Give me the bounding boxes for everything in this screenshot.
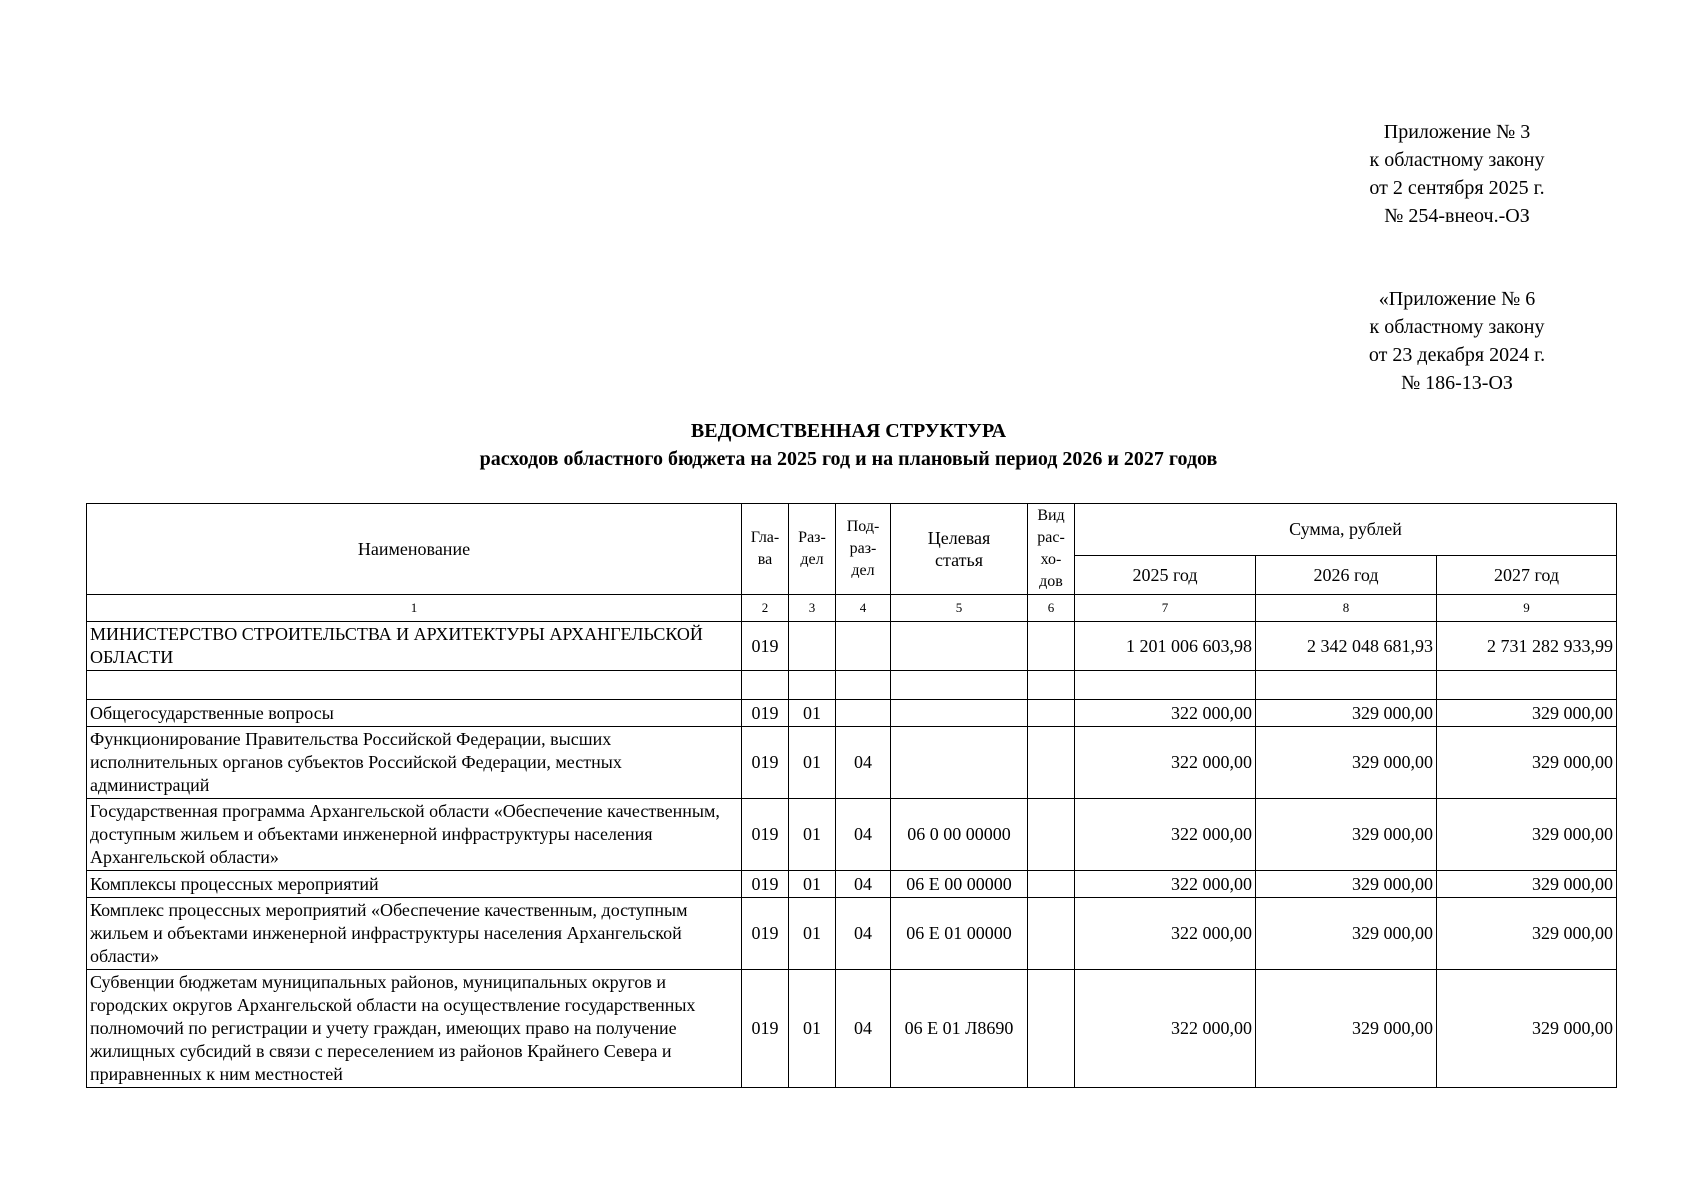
column-number: 2 [742,595,789,622]
row-vid [1028,727,1075,799]
row-celevaya: 06 Е 01 00000 [891,898,1028,970]
row-sum-2027: 329 000,00 [1437,799,1617,871]
row-celevaya: 06 Е 01 Л8690 [891,970,1028,1088]
appendix-law-ref: к областному закону [1369,316,1545,338]
row-sum-2026: 329 000,00 [1256,727,1437,799]
row-podrazdel [836,622,891,671]
row-glava: 019 [742,727,789,799]
row-razdel: 01 [789,700,836,727]
row-sum-2025: 322 000,00 [1075,898,1256,970]
column-number: 1 [87,595,742,622]
row-razdel: 01 [789,727,836,799]
budget-table [86,503,1617,1088]
row-sum-2026: 329 000,00 [1256,700,1437,727]
column-number: 5 [891,595,1028,622]
column-number: 3 [789,595,836,622]
table-row [87,898,1617,970]
header-podrazdel: Под- раз- дел [836,504,891,595]
row-name: МИНИСТЕРСТВО СТРОИТЕЛЬСТВА И АРХИТЕКТУРЫ АРХАНГЕЛЬСКОЙ ОБЛАСТИ [87,622,742,671]
header-2025: 2025 год [1075,555,1256,594]
row-sum-2027: 329 000,00 [1437,898,1617,970]
table-row [87,799,1617,871]
row-name: Государственная программа Архангельской области «Обеспечение качественным, доступным жильем и объектами инженерной инфраструктуры населения Архангельской области» [87,799,742,871]
row-podrazdel: 04 [836,799,891,871]
row-glava: 019 [742,622,789,671]
table-row [87,727,1617,799]
row-sum-2026: 2 342 048 681,93 [1256,622,1437,671]
row-celevaya [891,700,1028,727]
row-vid [1028,799,1075,871]
appendix-date: от 2 сентября 2025 г. [1369,177,1545,199]
appendix-number: «Приложение № 6 [1378,288,1536,310]
column-numbers-row [87,595,1617,622]
appendix-law-number: № 254-внеоч.-ОЗ [1384,205,1530,227]
header-vid: Вид рас- хо- дов [1028,504,1075,595]
row-sum-2025: 1 201 006 603,98 [1075,622,1256,671]
row-sum-2027 [1437,671,1617,700]
table-row [87,622,1617,671]
row-vid [1028,671,1075,700]
row-name: Субвенции бюджетам муниципальных районов, муниципальных округов и городских округов Архангельской области на осуществление государственных полномочий по регистрации и учету граждан, имеющих право на получение жилищных субсидий в связи с переселением из районов Крайнего Севера и приравненных к ним местностей [87,970,742,1088]
row-glava: 019 [742,871,789,898]
row-vid [1028,898,1075,970]
column-number: 6 [1028,595,1075,622]
table-row [87,871,1617,898]
row-sum-2027: 329 000,00 [1437,970,1617,1088]
column-number: 9 [1437,595,1617,622]
table-row [87,970,1617,1088]
header-name: Наименование [87,504,742,595]
row-name [87,671,742,700]
row-podrazdel [836,700,891,727]
row-sum-2027: 329 000,00 [1437,727,1617,799]
row-sum-2025: 322 000,00 [1075,727,1256,799]
row-celevaya [891,671,1028,700]
row-glava: 019 [742,898,789,970]
document-title [0,417,1697,473]
column-number: 8 [1256,595,1437,622]
row-name: Комплекс процессных мероприятий «Обеспечение качественным, доступным жильем и объектами инженерной инфраструктуры населения Архангельской области» [87,898,742,970]
row-glava: 019 [742,970,789,1088]
appendix-amended-reference [1327,285,1587,397]
row-sum-2025: 322 000,00 [1075,970,1256,1088]
row-sum-2026: 329 000,00 [1256,898,1437,970]
header-2026: 2026 год [1256,555,1437,594]
row-razdel: 01 [789,871,836,898]
row-celevaya [891,727,1028,799]
row-celevaya: 06 0 00 00000 [891,799,1028,871]
appendix-law-ref: к областному закону [1369,149,1545,171]
row-razdel: 01 [789,898,836,970]
row-podrazdel: 04 [836,727,891,799]
appendix-law-number: № 186-13-ОЗ [1401,372,1513,394]
row-vid [1028,970,1075,1088]
table-row [87,671,1617,700]
row-razdel [789,622,836,671]
row-name: Функционирование Правительства Российской Федерации, высших исполнительных органов субъектов Российской Федерации, местных администраций [87,727,742,799]
row-glava: 019 [742,799,789,871]
row-celevaya: 06 Е 00 00000 [891,871,1028,898]
column-number: 4 [836,595,891,622]
title-subtitle: расходов областного бюджета на 2025 год и на плановый период 2026 и 2027 годов [479,448,1218,470]
row-podrazdel [836,671,891,700]
row-razdel: 01 [789,970,836,1088]
row-sum-2025: 322 000,00 [1075,871,1256,898]
header-razdel: Раз- дел [789,504,836,595]
row-celevaya [891,622,1028,671]
header-2027: 2027 год [1437,555,1617,594]
row-glava [742,671,789,700]
row-name: Комплексы процессных мероприятий [87,871,742,898]
row-razdel: 01 [789,799,836,871]
row-glava: 019 [742,700,789,727]
header-summa: Сумма, рублей [1075,504,1617,556]
row-sum-2026: 329 000,00 [1256,871,1437,898]
row-vid [1028,622,1075,671]
row-sum-2025: 322 000,00 [1075,799,1256,871]
row-sum-2026 [1256,671,1437,700]
row-sum-2025 [1075,671,1256,700]
row-sum-2026: 329 000,00 [1256,799,1437,871]
table-row [87,700,1617,727]
table-header-row [87,504,1617,556]
appendix-number: Приложение № 3 [1383,121,1531,143]
row-vid [1028,871,1075,898]
row-sum-2027: 329 000,00 [1437,700,1617,727]
header-glava: Гла- ва [742,504,789,595]
appendix-current-reference [1327,118,1587,230]
row-podrazdel: 04 [836,871,891,898]
row-vid [1028,700,1075,727]
header-celevaya: Целевая статья [891,504,1028,595]
row-sum-2027: 2 731 282 933,99 [1437,622,1617,671]
row-sum-2025: 322 000,00 [1075,700,1256,727]
title-main: ВЕДОМСТВЕННАЯ СТРУКТУРА [690,420,1007,442]
column-number: 7 [1075,595,1256,622]
row-sum-2026: 329 000,00 [1256,970,1437,1088]
row-razdel [789,671,836,700]
row-podrazdel: 04 [836,970,891,1088]
row-podrazdel: 04 [836,898,891,970]
appendix-date: от 23 декабря 2024 г. [1368,344,1546,366]
row-name: Общегосударственные вопросы [87,700,742,727]
row-sum-2027: 329 000,00 [1437,871,1617,898]
